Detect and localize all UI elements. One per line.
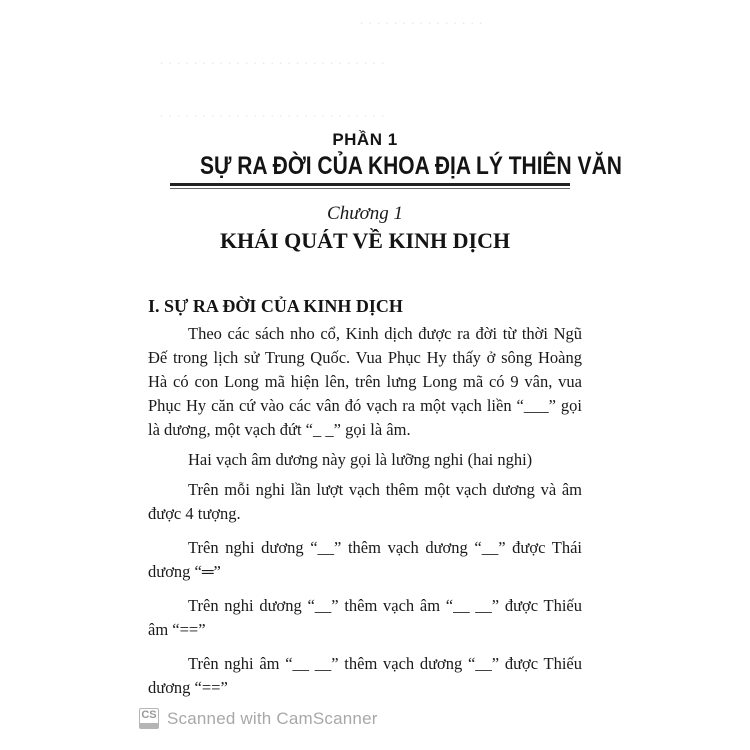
paragraph: Hai vạch âm dương này gọi là lưỡng nghi (hai nghi): [188, 450, 533, 469]
section-title: I. SỰ RA ĐỜI CỦA KINH DỊCH: [148, 296, 403, 316]
show-through-text: . . . . . . . . . . . . . . .: [360, 12, 484, 27]
show-through-text: . . . . . . . . . . . . . . . . . . . . . . . . . . .: [160, 105, 386, 120]
body-text: [148, 322, 582, 700]
camscanner-watermark: [139, 708, 378, 729]
title-underline-thin: [170, 188, 570, 189]
part-title: SỰ RA ĐỜI CỦA KHOA ĐỊA LÝ THIÊN VĂN: [200, 152, 622, 180]
paragraph: Theo các sách nho cổ, Kinh dịch được ra đời từ thời Ngũ Đế trong lịch sử Trung Quốc. Vua Phục Hy thấy ở sông Hoàng Hà có con Long mã hiện lên, trên lưng Long mã có 9 vân, vua Phục Hy căn cứ vào các vân đó vạch ra một vạch liền “___” gọi là dương, một vạch đứt “_ _” gọi là âm.: [148, 324, 582, 439]
title-underline-thick: [170, 183, 570, 186]
paragraph: Trên nghi dương “__” thêm vạch dương “__” được Thái dương “═”: [148, 538, 582, 581]
chapter-title: KHÁI QUÁT VỀ KINH DỊCH: [219, 228, 511, 253]
camscanner-logo-icon: CS: [139, 708, 159, 729]
paragraph: Trên nghi dương “__” thêm vạch âm “__ __” được Thiếu âm “==”: [148, 596, 582, 639]
watermark-text: Scanned with CamScanner: [167, 708, 378, 728]
paragraph: Trên nghi âm “__ __” thêm vạch dương “__” được Thiếu dương “==”: [148, 654, 582, 697]
chapter-label: Chương 1: [327, 203, 403, 224]
part-label: PHẦN 1: [332, 130, 398, 149]
paragraph: Trên mỗi nghi lần lượt vạch thêm một vạch dương và âm được 4 tượng.: [148, 480, 582, 523]
show-through-text: . . . . . . . . . . . . . . . . . . . . . . . . . . .: [160, 52, 386, 67]
